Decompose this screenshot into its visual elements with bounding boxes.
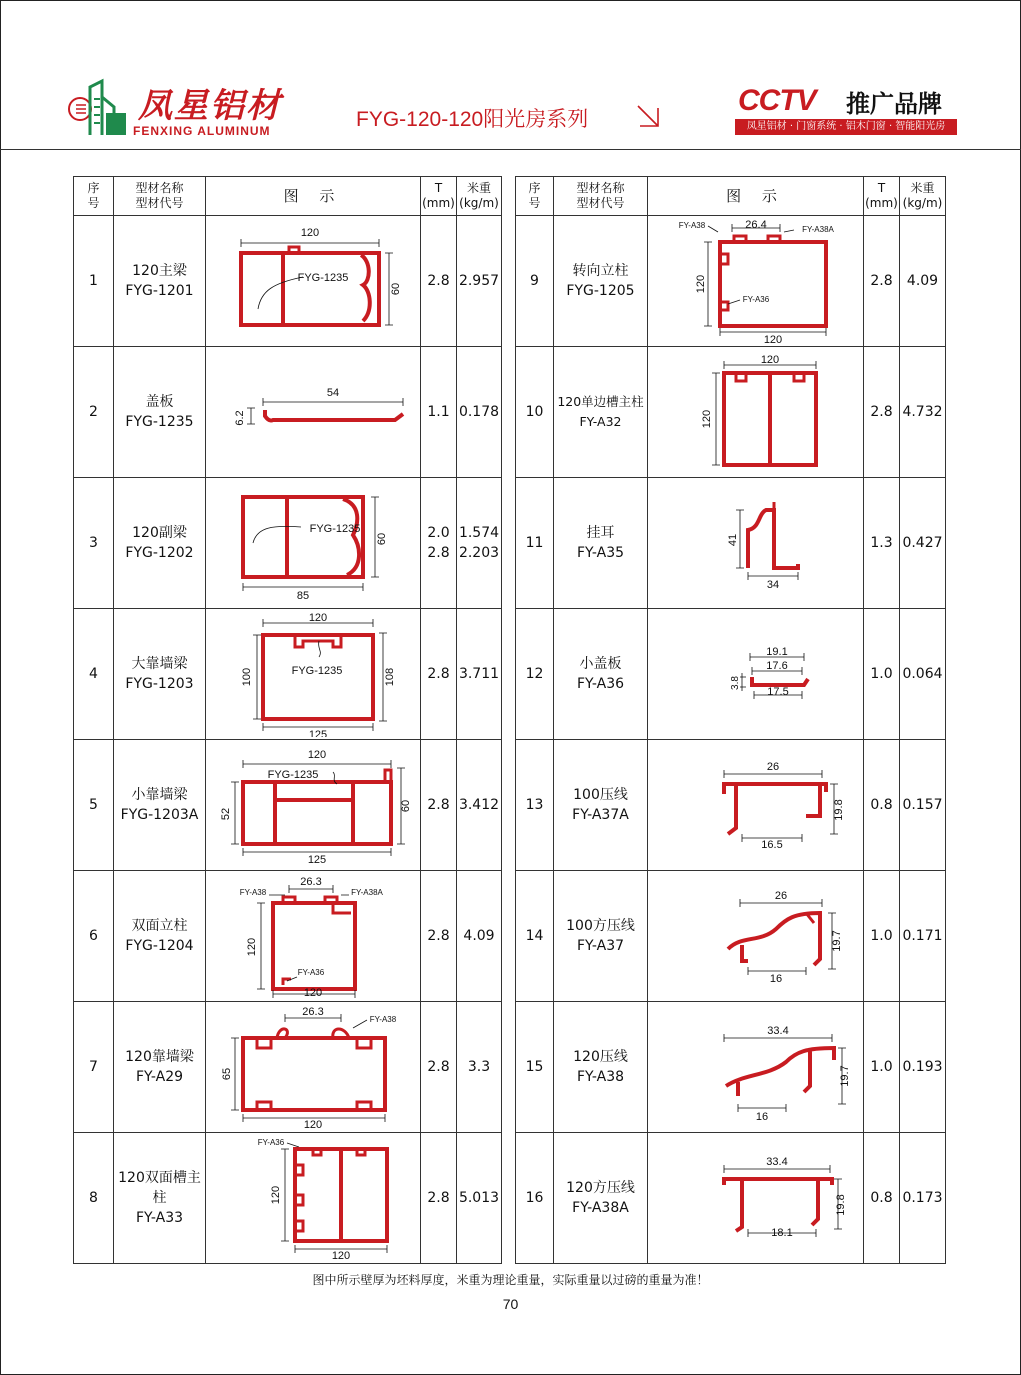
svg-text:17.5: 17.5 <box>766 686 789 698</box>
row-number: 4 <box>74 609 114 740</box>
profile-drawing-fyg-1235 <box>213 352 413 472</box>
profile-table-left <box>73 176 502 1264</box>
thickness-value: 0.8 <box>864 740 900 871</box>
row-number: 6 <box>74 871 114 1002</box>
profile-name-cell: 120双面槽主柱 FY-A33 <box>114 1133 206 1264</box>
row-number: 11 <box>516 478 554 609</box>
svg-text:26: 26 <box>774 890 787 902</box>
thickness-value: 1.3 <box>864 478 900 609</box>
profile-name-cell: 120单边槽主柱 FY-A32 <box>554 347 648 478</box>
weight-value: 3.711 <box>457 609 502 740</box>
thickness-value: 2.0 2.8 <box>421 478 457 609</box>
header-thickness: T (mm) <box>864 177 900 216</box>
profile-figure <box>206 347 421 478</box>
svg-text:34: 34 <box>766 579 779 591</box>
svg-text:19.7: 19.7 <box>830 930 843 952</box>
svg-text:120: 120 <box>307 749 327 761</box>
svg-text:FY-A38A: FY-A38A <box>801 225 834 234</box>
table-row <box>516 1002 946 1133</box>
thickness-value: 1.0 <box>864 871 900 1002</box>
weight-value: 4.09 <box>457 871 502 1002</box>
svg-text:33.4: 33.4 <box>765 1156 788 1168</box>
row-number: 2 <box>74 347 114 478</box>
header-weight: 米重 (kg/m) <box>457 177 502 216</box>
cctv-slogan-bar: 凤星铝材 · 门窗系统 · 铝木门窗 · 智能阳光房 <box>735 119 957 135</box>
profile-name-cell: 100方压线 FY-A37 <box>554 871 648 1002</box>
cctv-logo: CCTV <box>738 84 816 117</box>
svg-text:FY-A38A: FY-A38A <box>351 888 383 897</box>
profile-figure <box>206 740 421 871</box>
svg-text:33.4: 33.4 <box>766 1025 789 1037</box>
profile-figure <box>648 609 864 740</box>
svg-text:120: 120 <box>246 937 258 957</box>
header-seq: 序 号 <box>516 177 554 216</box>
profile-name-cell: 120副梁 FYG-1202 <box>114 478 206 609</box>
weight-value: 4.09 <box>900 216 946 347</box>
brand-logo-icon <box>68 77 128 137</box>
profile-drawing-fy-a33 <box>213 1135 413 1261</box>
profile-figure <box>206 1133 421 1264</box>
svg-text:108: 108 <box>384 667 396 687</box>
svg-text:19.8: 19.8 <box>834 1194 847 1216</box>
svg-text:120: 120 <box>331 1250 351 1261</box>
row-number: 14 <box>516 871 554 1002</box>
table-header-row <box>516 177 946 216</box>
thickness-value: 0.8 <box>864 1133 900 1264</box>
row-number: 15 <box>516 1002 554 1133</box>
weight-value: 4.732 <box>900 347 946 478</box>
svg-text:120: 120 <box>270 1185 282 1205</box>
thickness-value: 1.0 <box>864 609 900 740</box>
profile-figure <box>648 1133 864 1264</box>
row-number: 12 <box>516 609 554 740</box>
profile-name-cell: 转向立柱 FYG-1205 <box>554 216 648 347</box>
profile-figure <box>206 1002 421 1133</box>
svg-text:120: 120 <box>763 334 782 344</box>
profile-drawing-fy-a38a <box>656 1135 856 1261</box>
row-number: 16 <box>516 1133 554 1264</box>
row-number: 1 <box>74 216 114 347</box>
thickness-value: 2.8 <box>421 740 457 871</box>
svg-text:125: 125 <box>308 729 328 737</box>
profile-drawing-fy-a29 <box>213 1004 413 1130</box>
header-divider <box>0 149 1021 150</box>
weight-value: 0.193 <box>900 1002 946 1133</box>
row-number: 8 <box>74 1133 114 1264</box>
profile-name-cell: 小盖板 FY-A36 <box>554 609 648 740</box>
svg-text:16.5: 16.5 <box>760 839 783 851</box>
table-row <box>74 871 502 1002</box>
svg-text:FYG-1235: FYG-1235 <box>297 272 349 284</box>
svg-text:60: 60 <box>376 532 388 546</box>
profile-name-cell: 120压线 FY-A38 <box>554 1002 648 1133</box>
table-row <box>74 216 502 347</box>
svg-text:FYG-1235: FYG-1235 <box>267 769 319 781</box>
profile-name-cell: 120方压线 FY-A38A <box>554 1133 648 1264</box>
svg-text:FY-A36: FY-A36 <box>297 968 325 977</box>
svg-text:FYG-1235: FYG-1235 <box>309 523 361 535</box>
svg-text:19.1: 19.1 <box>765 646 788 658</box>
profile-figure <box>648 216 864 347</box>
header-thickness: T (mm) <box>421 177 457 216</box>
profile-name-cell: 双面立柱 FYG-1204 <box>114 871 206 1002</box>
page-number: 70 <box>502 1296 519 1312</box>
svg-text:FY-A38: FY-A38 <box>678 221 705 230</box>
header-name: 型材名称 型材代号 <box>114 177 206 216</box>
profile-name-cell: 小靠墙梁 FYG-1203A <box>114 740 206 871</box>
weight-value: 0.171 <box>900 871 946 1002</box>
weight-value: 0.157 <box>900 740 946 871</box>
svg-text:65: 65 <box>221 1067 233 1081</box>
profile-name-cell: 盖板 FYG-1235 <box>114 347 206 478</box>
thickness-value: 2.8 <box>421 609 457 740</box>
svg-text:54: 54 <box>326 387 340 399</box>
table-row <box>516 740 946 871</box>
table-row <box>516 1133 946 1264</box>
svg-text:26.3: 26.3 <box>300 876 322 888</box>
thickness-value: 2.8 <box>864 216 900 347</box>
table-row <box>516 216 946 347</box>
weight-value: 0.178 <box>457 347 502 478</box>
profile-figure <box>206 609 421 740</box>
table-row <box>516 609 946 740</box>
profile-drawing-fy-a32 <box>656 349 856 475</box>
svg-text:125: 125 <box>307 854 327 866</box>
svg-text:FY-A36: FY-A36 <box>742 295 769 304</box>
thickness-value: 2.8 <box>864 347 900 478</box>
svg-text:52: 52 <box>220 807 232 821</box>
svg-text:120: 120 <box>303 1119 323 1130</box>
svg-text:18.1: 18.1 <box>770 1227 793 1239</box>
table-row <box>516 871 946 1002</box>
svg-text:60: 60 <box>390 282 402 296</box>
profile-drawing-fyg-1202 <box>213 483 413 603</box>
table-row <box>516 478 946 609</box>
table-row <box>74 347 502 478</box>
table-header-row <box>74 177 502 216</box>
profile-figure <box>206 478 421 609</box>
profile-name-cell: 挂耳 FY-A35 <box>554 478 648 609</box>
header-figure: 图 示 <box>648 177 864 216</box>
weight-value: 0.173 <box>900 1133 946 1264</box>
table-row <box>516 347 946 478</box>
profile-drawing-fyg-1205 <box>656 218 856 344</box>
table-row <box>74 478 502 609</box>
profile-drawing-fy-a36 <box>656 611 856 737</box>
weight-value: 1.574 2.203 <box>457 478 502 609</box>
svg-text:26.4: 26.4 <box>744 219 767 231</box>
svg-text:FY-A38: FY-A38 <box>369 1015 397 1024</box>
thickness-value: 1.1 <box>421 347 457 478</box>
row-number: 10 <box>516 347 554 478</box>
svg-text:19.8: 19.8 <box>832 799 845 821</box>
thickness-value: 2.8 <box>421 216 457 347</box>
profile-figure <box>648 740 864 871</box>
header-figure: 图 示 <box>206 177 421 216</box>
row-number: 7 <box>74 1002 114 1133</box>
weight-value: 0.064 <box>900 609 946 740</box>
thickness-value: 2.8 <box>421 1002 457 1133</box>
svg-text:120: 120 <box>300 227 320 239</box>
svg-text:17.6: 17.6 <box>765 660 788 672</box>
row-number: 9 <box>516 216 554 347</box>
profile-drawing-fyg-1201 <box>213 221 413 341</box>
profile-name-cell: 大靠墙梁 FYG-1203 <box>114 609 206 740</box>
table-row <box>74 1133 502 1264</box>
profile-name-cell: 120靠墙梁 FY-A29 <box>114 1002 206 1133</box>
table-row <box>74 740 502 871</box>
brand-name-en: FENXING ALUMINUM <box>133 124 271 138</box>
svg-text:16: 16 <box>769 973 782 985</box>
svg-text:85: 85 <box>296 590 310 602</box>
svg-text:100: 100 <box>241 667 253 687</box>
profile-figure <box>648 347 864 478</box>
cctv-slogan: 推广品牌 <box>846 90 942 118</box>
profile-drawing-fy-a37a <box>656 742 856 868</box>
svg-text:FY-A38: FY-A38 <box>239 888 267 897</box>
profile-drawing-fyg-1203a <box>213 742 413 868</box>
svg-text:26.3: 26.3 <box>302 1006 324 1018</box>
profile-figure <box>648 478 864 609</box>
svg-text:120: 120 <box>308 612 328 624</box>
row-number: 3 <box>74 478 114 609</box>
profile-figure <box>648 1002 864 1133</box>
svg-text:60: 60 <box>400 799 412 813</box>
svg-text:26: 26 <box>766 761 779 773</box>
thickness-value: 1.0 <box>864 1002 900 1133</box>
brand-name-cn: 凤星铝材 <box>138 86 282 126</box>
header-weight: 米重 (kg/m) <box>900 177 946 216</box>
svg-text:6.2: 6.2 <box>234 410 246 426</box>
profile-figure <box>206 871 421 1002</box>
series-title: FYG-120-120阳光房系列 <box>356 108 589 131</box>
row-number: 5 <box>74 740 114 871</box>
weight-value: 3.3 <box>457 1002 502 1133</box>
svg-text:120: 120 <box>760 354 779 366</box>
weight-value: 2.957 <box>457 216 502 347</box>
profile-name-cell: 100压线 FY-A37A <box>554 740 648 871</box>
svg-text:3.8: 3.8 <box>729 676 741 690</box>
corner-arrow-icon <box>636 104 662 130</box>
footnote: 图中所示壁厚为坯料厚度，米重为理论重量，实际重量以过磅的重量为准！ <box>312 1273 709 1287</box>
svg-text:120: 120 <box>700 409 713 429</box>
profile-figure <box>648 871 864 1002</box>
profile-table-right <box>515 176 946 1264</box>
svg-text:41: 41 <box>726 533 739 547</box>
header-name: 型材名称 型材代号 <box>554 177 648 216</box>
thickness-value: 2.8 <box>421 871 457 1002</box>
svg-text:120: 120 <box>694 274 707 294</box>
row-number: 13 <box>516 740 554 871</box>
svg-text:16: 16 <box>755 1111 768 1123</box>
table-row <box>74 609 502 740</box>
weight-value: 0.427 <box>900 478 946 609</box>
profile-drawing-fy-a35 <box>656 480 856 606</box>
profile-drawing-fyg-1203 <box>213 611 413 737</box>
profile-drawing-fy-a38 <box>656 1004 856 1130</box>
profile-name-cell: 120主梁 FYG-1201 <box>114 216 206 347</box>
svg-text:FYG-1235: FYG-1235 <box>291 665 343 677</box>
svg-text:120: 120 <box>303 987 323 999</box>
header-seq: 序 号 <box>74 177 114 216</box>
thickness-value: 2.8 <box>421 1133 457 1264</box>
profile-figure <box>206 216 421 347</box>
table-row <box>74 1002 502 1133</box>
profile-drawing-fy-a37 <box>656 873 856 999</box>
weight-value: 3.412 <box>457 740 502 871</box>
svg-text:FY-A36: FY-A36 <box>257 1138 285 1147</box>
weight-value: 5.013 <box>457 1133 502 1264</box>
profile-drawing-fyg-1204 <box>213 873 413 999</box>
svg-text:19.7: 19.7 <box>838 1065 851 1087</box>
